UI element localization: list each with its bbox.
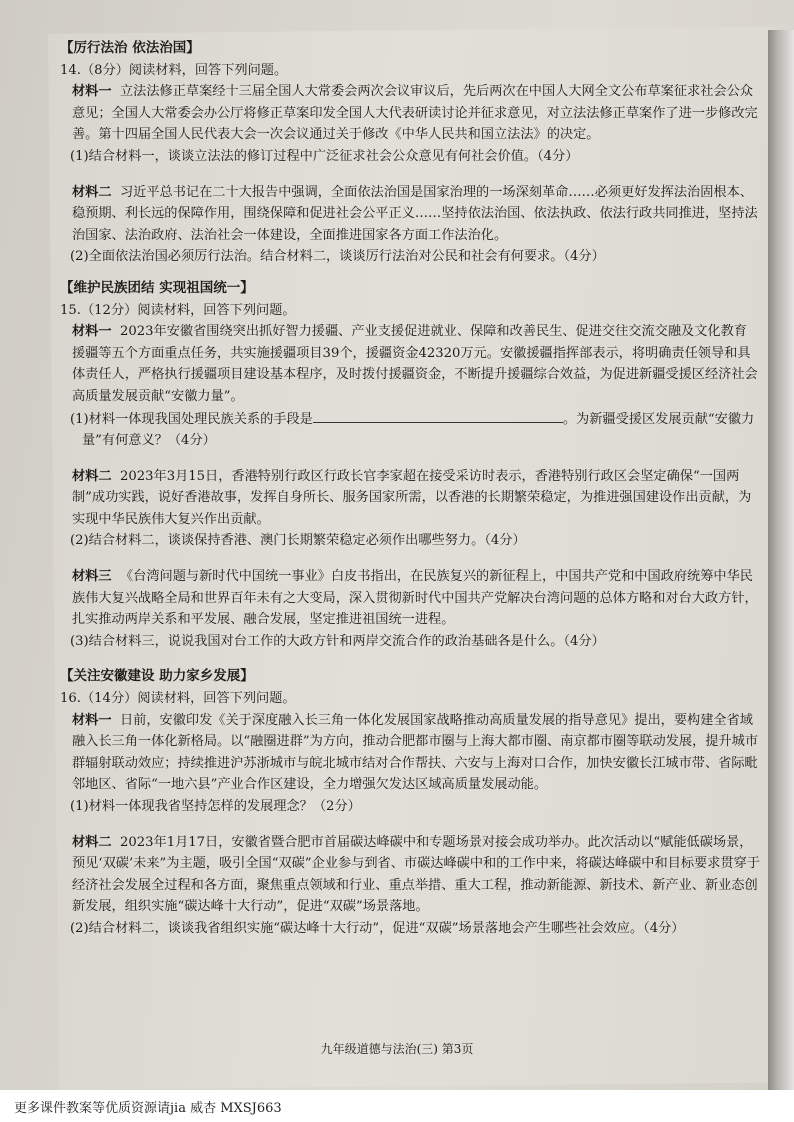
q15-subquestion-2: (2)结合材料二，谈谈保持香港、澳门长期繁荣稳定必须作出哪些努力。（4分） [70,533,526,549]
question-16-heading: 16.（14分）阅读材料，回答下列问题。 [60,691,296,707]
material-text: 《台湾问题与新时代中国统一事业》白皮书指出，在民族复兴的新征程上，中国共产党和中国政府统筹中华民族伟大复兴战略全局和世界百年未有之大变局，深入贯彻新时代中国共产党解决台湾问题的总体方略和对台大政方针，扎实推动两岸关系和平发展、融合发展，坚定推进祖国统一进程。 [72,569,758,628]
material-label: 材料一 [72,324,112,340]
material-label: 材料一 [72,712,112,728]
subquestion-text-b: 。为新疆受援区发展贡献“安徽力量”有何意义？（4分） [82,411,755,449]
bottom-promo-text: 更多课件教案等优质资源请jia 威杏 MXSJ663 [14,1101,282,1116]
material-text: 立法法修正草案经十三届全国人大常委会两次会议审议后，先后两次在中国人大网全文公布草案征求社会公众意见；全国人大常委会办公厅将修正草案印发全国人大代表研读讨论并征求意见，对立法法修正草案作了进一步修改完善。第十四届全国人民代表大会一次会议通过关于修改《中华人民共和国立法法》的决定。 [72,84,758,143]
material-text: 日前，安徽印发《关于深度融入长三角一体化发展国家战略推动高质量发展的指导意见》提出，要构建全省域融入长三角一体化新格局。以“融圈进群”为方向，推动合肥都市圈与上海大都市圈、南京都市圈等联动发展，提升城市群辐射联动效应；持续推进沪苏浙城市与皖北城市结对合作帮扶、六安与上海对口合作，加快安徽长江城市带、省际毗邻地区、省际“一地六县”产业合作区建设，全力增强欠发达区域高质量发展动能。 [72,712,759,793]
q14-subquestion-1: (1)结合材料一，谈谈立法法的修订过程中广泛征求社会公众意见有何社会价值。（4分） [70,148,579,164]
question-14-heading: 14.（8分）阅读材料，回答下列问题。 [60,62,288,78]
q14-material-2 [60,182,760,247]
page-edge [768,30,794,1090]
q16-material-1 [60,710,760,796]
section-title-rule-of-law: 【厉行法治 依法治国】 [60,40,200,56]
material-label: 材料三 [72,569,112,585]
q16-subquestion-2: (2)结合材料二，谈谈我省组织实施“碳达峰十大行动”，促进“双碳”场景落地会产生哪些社会效应。（4分） [70,920,685,936]
material-label: 材料一 [72,84,112,100]
material-text: 2023年1月17日，安徽省暨合肥市首届碳达峰碳中和专题场景对接会成功举办。此次活动以“赋能低碳场景，预见‘双碳’未来”为主题，吸引全国“双碳”企业参与到省、市碳达峰碳中和的工作中来，将碳达峰碳中和目标要求贯穿于经济社会发展全过程和各方面，聚焦重点领域和行业、重点举措、重大工程，推动新能源、新技术、新产业、新业态创新发展，组织实施“碳达峰十大行动”，促进“双碳”场景落地。 [72,834,760,915]
q16-material-2 [60,832,760,918]
material-text: 2023年安徽省围绕突出抓好智力援疆、产业支援促进就业、保障和改善民生、促进交往交流交融及文化教育援疆等五个方面重点任务，共实施援疆项目39个，援疆资金42320万元。安徽援疆指挥部表示，将明确责任领导和具体责任人，严格执行援疆项目建设基本程序，及时拨付援疆资金，不断提升援疆综合效益，为促进新疆受援区经济社会高质量发展贡献“安徽力量”。 [72,324,758,404]
answer-blank[interactable] [313,408,563,423]
material-label: 材料二 [72,468,112,484]
q15-subquestion-1 [60,408,760,452]
q15-material-1 [60,321,760,407]
q15-material-2 [60,466,760,531]
page-number-footer: 九年级道德与法治(三) 第3页 [320,1042,474,1056]
question-15-heading: 15.（12分）阅读材料，回答下列问题。 [60,302,296,318]
material-text: 2023年3月15日，香港特别行政区行政长官李家超在接受采访时表示，香港特别行政区会坚定确保“一国两制”成功实践，说好香港故事，发挥自身所长、服务国家所需，以香港的长期繁荣稳定，为推进强国建设作出贡献，为实现中华民族伟大复兴作出贡献。 [72,468,752,527]
material-label: 材料二 [72,834,112,850]
q15-subquestion-3: (3)结合材料三，说说我国对台工作的大政方针和两岸交流合作的政治基础各是什么。（4分） [70,633,605,649]
q14-subquestion-2: (2)全面依法治国必须厉行法治。结合材料二，谈谈厉行法治对公民和社会有何要求。（4分） [70,249,605,265]
material-label: 材料二 [72,184,112,200]
subquestion-text-a: (1)材料一体现我国处理民族关系的手段是 [70,411,313,427]
section-title-ethnic-unity: 【维护民族团结 实现祖国统一】 [60,279,254,296]
q16-subquestion-1: (1)材料一体现我省坚持怎样的发展理念？（2分） [70,799,361,814]
section-title-anhui-development: 【关注安徽建设 助力家乡发展】 [60,668,254,685]
exam-content [60,38,760,940]
material-text: 习近平总书记在二十大报告中强调，全面依法治国是国家治理的一场深刻革命……必须更好发挥法治固根本、稳预期、利长远的保障作用，围绕保障和促进社会公平正义……坚持依法治国、依法执政、依法行政共同推进，坚持法治国家、法治政府、法治社会一体建设，全面推进国家各方面工作法治化。 [72,184,758,243]
q14-material-1 [60,81,760,146]
q15-material-3 [60,566,760,631]
